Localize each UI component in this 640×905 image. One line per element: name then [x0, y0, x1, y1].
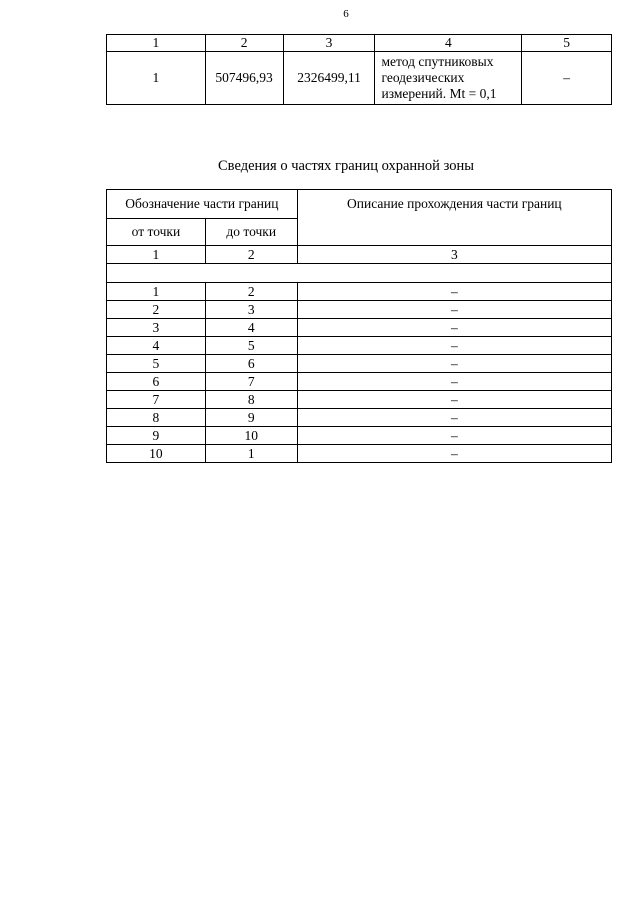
to-point: 3 [205, 301, 297, 319]
from-point: 4 [107, 337, 206, 355]
parts-header-row [107, 190, 612, 219]
method-line: измерений. Mt = 0,1 [381, 86, 497, 101]
point-description: – [522, 52, 612, 105]
coordinates-header-row [107, 35, 612, 52]
part-description: – [297, 355, 611, 373]
from-point: 10 [107, 445, 206, 463]
part-description-header: Описание прохождения части границ [297, 190, 611, 246]
column-number: 3 [297, 246, 611, 264]
table-row [107, 409, 612, 427]
coordinates-header-cell: 2 [205, 35, 283, 52]
point-number: 1 [107, 52, 206, 105]
column-number: 2 [205, 246, 297, 264]
to-point: 9 [205, 409, 297, 427]
from-point: 6 [107, 373, 206, 391]
method-line: метод спутниковых [381, 54, 494, 69]
part-description: – [297, 391, 611, 409]
part-description: – [297, 427, 611, 445]
to-point: 5 [205, 337, 297, 355]
part-description: – [297, 283, 611, 301]
coordinates-data-row [107, 52, 612, 105]
table-row [107, 355, 612, 373]
to-point: 8 [205, 391, 297, 409]
table-row [107, 373, 612, 391]
from-point: 8 [107, 409, 206, 427]
table-row [107, 301, 612, 319]
to-point: 6 [205, 355, 297, 373]
part-description: – [297, 373, 611, 391]
part-description: – [297, 445, 611, 463]
coordinates-header-cell: 1 [107, 35, 206, 52]
from-point: 9 [107, 427, 206, 445]
to-point: 10 [205, 427, 297, 445]
table-row [107, 319, 612, 337]
table-row [107, 337, 612, 355]
to-point: 2 [205, 283, 297, 301]
part-description: – [297, 337, 611, 355]
table-row [107, 427, 612, 445]
from-point: 7 [107, 391, 206, 409]
determination-method [375, 52, 522, 105]
column-number-row [107, 246, 612, 264]
table-row [107, 391, 612, 409]
section-title: Сведения о частях границ охранной зоны [218, 158, 474, 174]
table-row [107, 445, 612, 463]
column-number: 1 [107, 246, 206, 264]
page-number: 6 [343, 8, 349, 20]
coordinate-y: 2326499,11 [283, 52, 375, 105]
from-point-header: от точки [107, 219, 206, 246]
coordinate-x: 507496,93 [205, 52, 283, 105]
boundary-parts-table [106, 189, 612, 463]
from-point: 5 [107, 355, 206, 373]
to-point: 1 [205, 445, 297, 463]
from-point: 3 [107, 319, 206, 337]
part-description: – [297, 301, 611, 319]
coordinates-header-cell: 4 [375, 35, 522, 52]
empty-cell [107, 264, 612, 283]
table-row [107, 283, 612, 301]
part-designation-header: Обозначение части границ [107, 190, 298, 219]
part-description: – [297, 409, 611, 427]
from-point: 1 [107, 283, 206, 301]
empty-row [107, 264, 612, 283]
to-point-header: до точки [205, 219, 297, 246]
coordinates-header-cell: 5 [522, 35, 612, 52]
part-description: – [297, 319, 611, 337]
method-line: геодезических [381, 70, 465, 85]
coordinates-table [106, 34, 612, 105]
to-point: 7 [205, 373, 297, 391]
to-point: 4 [205, 319, 297, 337]
from-point: 2 [107, 301, 206, 319]
coordinates-header-cell: 3 [283, 35, 375, 52]
